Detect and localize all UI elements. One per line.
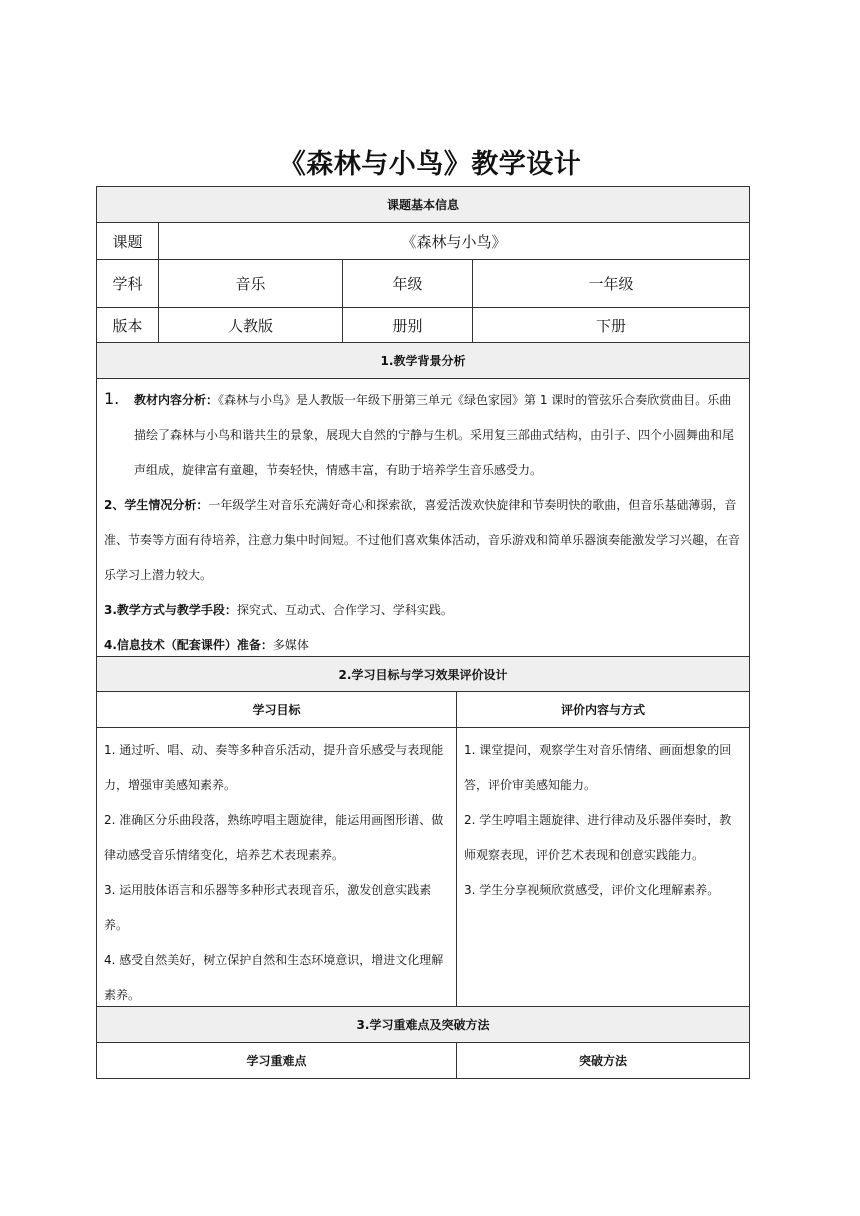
item2-text: 一年级学生对音乐充满好奇心和探索欲，喜爱活泼欢快旋律和节奏明快的歌曲，但音乐基础薄弱，音准、节奏等方面有待培养，注意力集中时间短。不过他们喜欢集体活动，音乐游戏和简单乐器演奏能激发学习兴趣，在音乐学习上潜力较大。 bbox=[104, 498, 741, 582]
student-analysis bbox=[104, 488, 743, 593]
edition-row bbox=[97, 308, 749, 343]
section3-column-header-row bbox=[97, 1043, 749, 1078]
section1-header-row bbox=[97, 343, 749, 379]
grade-label: 年级 bbox=[343, 260, 473, 307]
key-points-column-header: 学习重难点 bbox=[97, 1043, 457, 1078]
topic-label: 课题 bbox=[97, 223, 159, 259]
learning-goals bbox=[97, 728, 457, 1006]
section1-content-row bbox=[97, 379, 749, 657]
section1-header: 1.教学背景分析 bbox=[97, 343, 749, 378]
section2-header-row bbox=[97, 657, 749, 692]
item4-text: 多媒体 bbox=[272, 638, 309, 652]
item2-label: 2、学生情况分析： bbox=[104, 498, 209, 512]
item1-label: 教材内容分析： bbox=[134, 393, 219, 407]
item1-number: 1. bbox=[104, 389, 120, 408]
goals-column-header: 学习目标 bbox=[97, 692, 457, 727]
lesson-plan-table bbox=[96, 186, 750, 1079]
item3-label: 3.教学方式与教学手段： bbox=[104, 603, 237, 617]
item4-label: 4.信息技术（配套课件）准备： bbox=[104, 638, 273, 652]
grade-value: 一年级 bbox=[588, 275, 634, 293]
topic-value: 《森林与小鸟》 bbox=[401, 232, 507, 251]
goal-item: 3. 运用肢体语言和乐器等多种形式表现音乐，激发创意实践素养。 bbox=[104, 883, 432, 932]
subject-value: 音乐 bbox=[159, 260, 343, 307]
edition-value: 人教版 bbox=[159, 308, 343, 342]
volume-value: 下册 bbox=[595, 316, 626, 335]
evaluation-item: 1. 课堂提问，观察学生对音乐情绪、画面想象的回答，评价审美感知能力。 bbox=[464, 743, 732, 792]
background-analysis bbox=[97, 379, 749, 656]
item3-text: 探究式、互动式、合作学习、学科实践。 bbox=[236, 603, 453, 617]
item1-text: 《森林与小鸟》是人教版一年级下册第三单元《绿色家园》第 1 课时的管弦乐合奏欣赏曲目。乐曲描绘了森林与小鸟和谐共生的景象，展现大自然的宁静与生机。采用复三部曲式结构，由引子、四个小圆舞曲和尾声组成，旋律富有童趣，节奏轻快，情感丰富，有助于培养学生音乐感受力。 bbox=[134, 393, 735, 477]
section2-content-row bbox=[97, 728, 749, 1007]
section3-header: 3.学习重难点及突破方法 bbox=[97, 1007, 749, 1042]
goal-item: 2. 准确区分乐曲段落，熟练哼唱主题旋律，能运用画图形谱、做律动感受音乐情绪变化，培养艺术表现素养。 bbox=[104, 813, 444, 862]
goal-item: 1. 通过听、唱、动、奏等多种音乐活动，提升音乐感受与表现能力，增强审美感知素养。 bbox=[104, 743, 444, 792]
basic-info-header: 课题基本信息 bbox=[97, 187, 749, 222]
material-analysis bbox=[104, 381, 743, 488]
evaluation-column-header: 评价内容与方式 bbox=[560, 703, 645, 717]
topic-row bbox=[97, 223, 749, 260]
evaluation-item: 3. 学生分享视频欣赏感受，评价文化理解素养。 bbox=[464, 883, 720, 897]
edition-label: 版本 bbox=[97, 308, 159, 342]
teaching-methods bbox=[104, 593, 743, 628]
section2-column-header-row bbox=[97, 692, 749, 728]
subject-label: 学科 bbox=[97, 260, 159, 307]
volume-label: 册别 bbox=[343, 308, 473, 342]
document-title: 《森林与小鸟》教学设计 bbox=[278, 149, 582, 180]
section2-header: 2.学习目标与学习效果评价设计 bbox=[97, 657, 749, 691]
evaluation-item: 2. 学生哼唱主题旋律、进行律动及乐器伴奏时，教师观察表现，评价艺术表现和创意实践能力。 bbox=[464, 813, 732, 862]
section3-header-row bbox=[97, 1007, 749, 1043]
evaluation-methods bbox=[457, 728, 749, 1006]
basic-info-header-row bbox=[97, 187, 749, 223]
goal-item: 4. 感受自然美好，树立保护自然和生态环境意识，增进文化理解素养。 bbox=[104, 953, 444, 1002]
methods-column-header: 突破方法 bbox=[578, 1054, 627, 1068]
subject-row bbox=[97, 260, 749, 308]
